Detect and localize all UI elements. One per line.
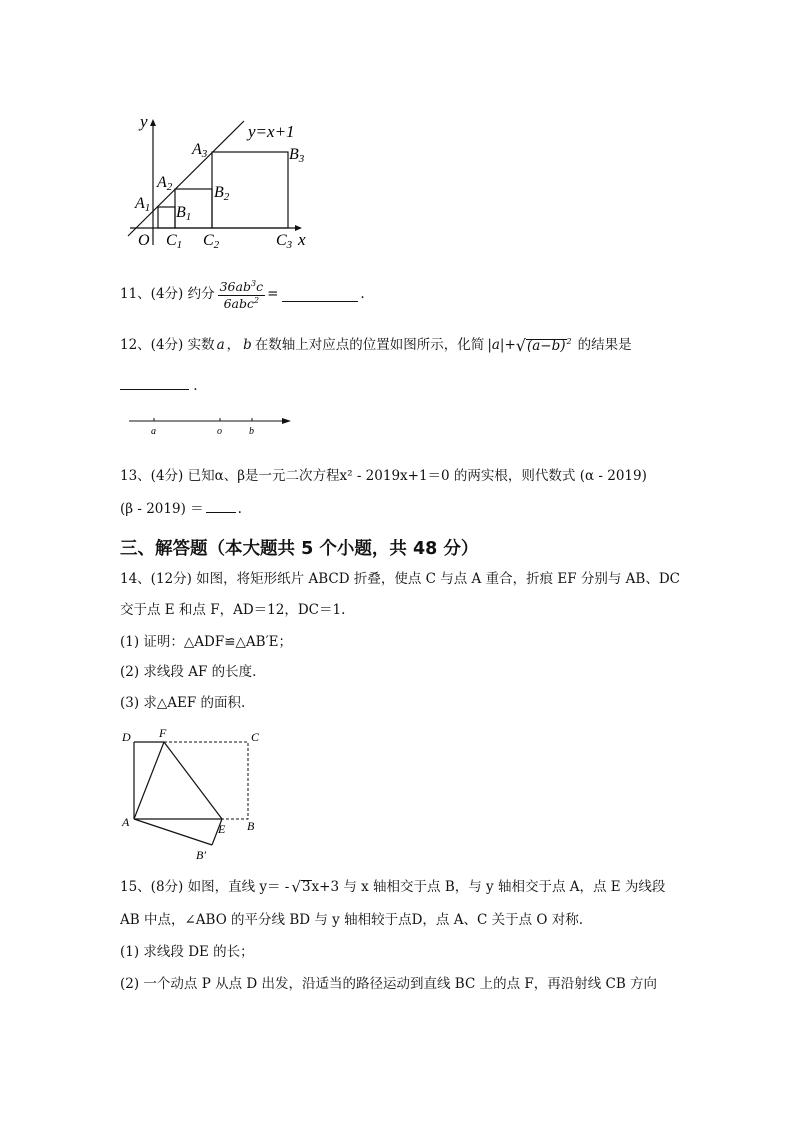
staircase-figure	[120, 105, 320, 250]
number-line-figure	[125, 412, 300, 438]
label-A3: A3	[192, 141, 208, 160]
label-origin: O	[138, 232, 150, 249]
numberline-label-b: b	[249, 426, 254, 437]
question-12	[120, 338, 632, 354]
q11-denominator: 6abc$^2$	[223, 295, 260, 311]
q11-equals: =	[267, 286, 279, 303]
dashed-rect-edge	[164, 742, 248, 819]
q14-line1: 14、(12分) 如图，将矩形纸片 ABCD 折叠，使点 C 与点 A 重合，折痕 EF 分别与 AB、DC	[120, 571, 680, 587]
y-axis-arrow	[150, 119, 156, 126]
label-E: E	[218, 822, 226, 836]
label-B2: B2	[214, 184, 230, 203]
label-D: D	[122, 730, 131, 744]
question-11	[120, 280, 365, 310]
sqrt-icon: √	[291, 878, 301, 896]
q14-part2: (2) 求线段 AF 的长度.	[120, 664, 257, 680]
q12-comma: ，	[226, 337, 241, 354]
q12-answer-blank[interactable]	[120, 377, 189, 390]
q11-suffix: .	[360, 286, 365, 303]
label-A2: A2	[157, 174, 173, 193]
label-B1: B1	[176, 204, 192, 223]
q11-prefix: 11、(4分) 约分	[120, 286, 215, 303]
folded-rectangle-figure	[118, 725, 268, 865]
q11-fraction	[218, 280, 265, 310]
line-label: y=x+1	[248, 122, 295, 141]
q12-middle: 在数轴上对应点的位置如图所示，化简	[254, 337, 485, 354]
q14-part3: (3) 求△AEF 的面积.	[120, 695, 246, 711]
q15-line2: AB 中点，∠ABO 的平分线 BD 与 y 轴相较于点D，点 A、C 关于点 O 对称.	[120, 912, 584, 928]
q12-answer-line	[120, 377, 198, 394]
q13-answer-blank[interactable]	[206, 500, 236, 513]
edge-FE	[164, 742, 222, 819]
x-axis-label: x	[298, 230, 306, 249]
section-3-title: 三、解答题（本大题共 5 个小题，共 48 分）	[120, 539, 479, 559]
q12-end: .	[193, 378, 198, 394]
q12-var-a: a	[216, 337, 225, 354]
q12-var-b: b	[243, 337, 252, 354]
q12-expression: |a|+ √ (a−b) $^2$	[487, 336, 572, 355]
numberline-label-o: o	[217, 426, 222, 437]
q11-numerator: $36ab^3c$	[219, 279, 264, 295]
sqrt-icon: √	[515, 336, 526, 355]
q15-sqrt-value: 3	[301, 879, 311, 896]
q15-part2: (2) 一个动点 P 从点 D 出发，沿适当的路径运动到直线 BC 上的点 F，再沿射线 CB 方向	[120, 976, 658, 992]
label-C3: C3	[276, 232, 293, 250]
q15-line1: 15、(8分) 如图，直线 y＝ - √ 3 x+3 与 x 轴相交于点 B，与 y 轴相交于点 A，点 E 为线段	[120, 878, 666, 896]
q14-line2: 交于点 E 和点 F，AD＝12，DC＝1.	[120, 602, 346, 618]
q12-prefix: 12、(4分) 实数	[120, 337, 215, 354]
y-axis-label: y	[140, 112, 148, 131]
q12-suffix: 的结果是	[577, 337, 632, 354]
q15-part1: (1) 求线段 DE 的长；	[120, 944, 254, 960]
edge-AF	[134, 742, 164, 819]
label-A: A	[122, 815, 130, 829]
q13-line2: (β - 2019) ＝ .	[120, 501, 242, 517]
number-line-arrow	[282, 418, 291, 424]
label-B3: B3	[289, 146, 305, 165]
label-B-prime: B′	[196, 848, 206, 862]
q13-line1: 13、(4分) 已知α、β是一元二次方程x² - 2019x+1＝0 的两实根，则代数式 (α - 2019)	[120, 468, 647, 484]
q14-part1: (1) 证明：△ADF≌△AB′E；	[120, 634, 293, 650]
label-B: B	[247, 819, 255, 833]
square-1	[158, 207, 175, 228]
label-A1: A1	[135, 195, 151, 214]
label-C: C	[251, 730, 260, 744]
numberline-label-a: a	[151, 426, 156, 437]
label-C2: C2	[203, 232, 220, 250]
q11-answer-blank[interactable]	[282, 288, 358, 302]
label-C1: C1	[166, 232, 183, 250]
edge-AB-prime	[134, 819, 212, 845]
label-F: F	[159, 726, 167, 740]
